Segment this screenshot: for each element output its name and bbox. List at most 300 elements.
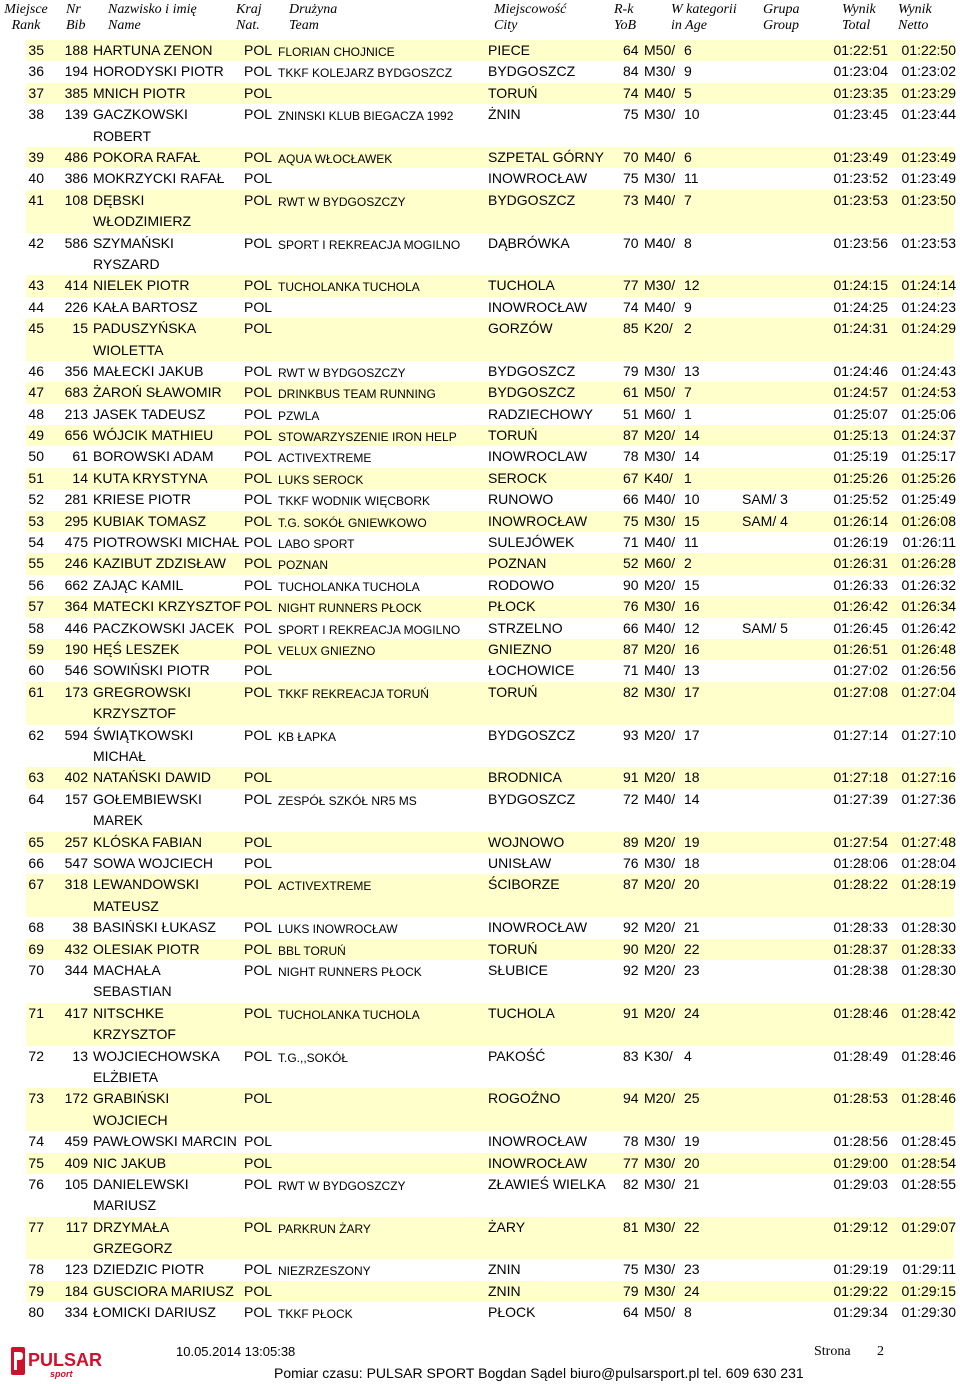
table-row [26,1003,954,1046]
pulsar-logo [10,1344,110,1380]
table-row [26,832,954,853]
group-cell: SAM/ 4 [742,512,788,529]
category-place-cell: 23 [684,961,700,978]
city-cell: INOWROCŁAW [488,512,588,529]
category-place-cell: 22 [684,940,700,957]
city-cell: ŻNIN [488,106,521,123]
print-datetime: 10.05.2014 13:05:38 [176,1344,296,1359]
total-time-cell: 01:29:34 [833,1304,888,1321]
city-cell: PŁOCK [488,598,536,615]
netto-time-cell: 01:28:45 [901,1133,956,1150]
netto-time-cell: 01:23:53 [901,234,956,251]
category-cell: M30/ [644,1261,676,1278]
netto-time-cell: 01:28:30 [901,961,956,978]
category-place-cell: 20 [684,1154,700,1171]
bib-cell: 14 [72,469,88,486]
rank-cell: 66 [28,854,44,871]
rank-cell: 68 [28,919,44,936]
nat-cell: POL [244,1133,273,1150]
yob-cell: 87 [623,876,639,893]
bib-cell: 446 [64,619,88,636]
table-row [26,40,954,61]
rank-cell: 76 [28,1175,44,1192]
netto-time-cell: 01:28:33 [901,940,956,957]
table-row [26,104,954,147]
header-nat: Kraj Nat. [236,2,262,33]
name-cell: KUBIAK TOMASZ [93,512,207,529]
yob-cell: 87 [623,427,639,444]
category-cell: M20/ [644,769,676,786]
total-time-cell: 01:25:52 [833,491,888,508]
total-time-cell: 01:25:19 [833,448,888,465]
category-place-cell: 13 [684,362,700,379]
name-cell: GRABIŃSKI WOJCIECH [93,1090,170,1128]
team-cell: RWT W BYDGOSZCZY [278,1178,406,1193]
total-time-cell: 01:27:14 [833,726,888,743]
bib-cell: 486 [64,148,88,165]
city-cell: SEROCK [488,469,548,486]
category-place-cell: 16 [684,641,700,657]
name-cell: KAŁA BARTOSZ [93,298,198,315]
name-cell: KRIESE PIOTR [93,491,192,508]
team-cell: T.G.,,SOKÓŁ [278,1050,349,1065]
team-cell: LABO SPORT [278,537,355,552]
team-cell: TKKF REKREACJA TORUŃ [278,686,429,701]
netto-time-cell: 01:26:34 [901,598,956,615]
yob-cell: 83 [623,1047,639,1064]
yob-cell: 82 [623,1175,639,1192]
name-cell: MATECKI KRZYSZTOF [93,598,242,615]
name-cell: DANIELEWSKI MARIUSZ [93,1175,189,1214]
rank-cell: 61 [28,683,44,700]
rank-cell: 80 [28,1304,44,1321]
bib-cell: 594 [64,726,88,743]
total-time-cell: 01:29:22 [833,1282,888,1299]
nat-cell: POL [244,106,273,123]
bib-cell: 15 [72,320,88,337]
team-cell: LUKS SEROCK [278,472,364,487]
category-cell: M40/ [644,191,676,208]
yob-cell: 75 [623,170,639,187]
rank-cell: 78 [28,1261,44,1278]
name-cell: NATAŃSKI DAWID [93,769,211,786]
name-cell: KUTA KRYSTYNA [93,469,208,486]
name-cell: SOWA WOJCIECH [93,854,214,871]
team-cell: SPORT I REKREACJA MOGILNO [278,237,461,252]
bib-cell: 364 [64,598,88,615]
rank-cell: 59 [28,641,44,657]
nat-cell: POL [244,427,273,444]
name-cell: WOJCIECHOWSKA ELŻBIETA [93,1047,220,1085]
bib-cell: 172 [64,1090,88,1107]
name-cell: HĘŚ LESZEK [93,641,180,657]
bib-cell: 194 [64,63,88,80]
yob-cell: 85 [623,320,639,337]
header-team: Drużyna Team [289,2,338,33]
nat-cell: POL [244,1090,273,1107]
table-header [0,0,960,38]
yob-cell: 66 [623,491,639,508]
bib-cell: 402 [64,769,88,786]
nat-cell: POL [244,769,273,786]
rank-cell: 60 [28,662,44,679]
name-cell: HARTUNA ZENON [93,42,213,58]
total-time-cell: 01:25:26 [833,469,888,486]
city-cell: TUCHOLA [488,1004,555,1021]
header-rank: Miejsce Rank [4,2,48,33]
team-cell: POZNAN [278,558,329,573]
netto-time-cell: 01:28:55 [901,1175,956,1192]
netto-time-cell: 01:24:53 [901,384,956,401]
city-cell: INOWROCŁAW [488,1154,588,1171]
nat-cell: POL [244,726,273,743]
netto-time-cell: 01:23:49 [901,148,956,165]
city-cell: ŁOCHOWICE [488,662,575,679]
group-cell: SAM/ 5 [742,619,788,636]
team-cell: KB ŁAPKA [278,729,337,744]
category-cell: M30/ [644,362,676,379]
yob-cell: 78 [623,1133,639,1150]
name-cell: GREGROWSKI KRZYSZTOF [93,683,192,722]
city-cell: RUNOWO [488,491,554,508]
name-cell: NIC JAKUB [93,1154,167,1171]
city-cell: PIECE [488,42,531,58]
yob-cell: 79 [623,1282,639,1299]
svg-text:sport: sport [50,1369,73,1379]
table-row [26,596,954,617]
svg-text:PULSAR: PULSAR [28,1350,103,1370]
rank-cell: 62 [28,726,44,743]
table-row [26,489,954,510]
nat-cell: POL [244,170,273,187]
category-place-cell: 24 [684,1282,700,1299]
header-group: Grupa Group [763,2,800,33]
nat-cell: POL [244,148,273,165]
rank-cell: 75 [28,1154,44,1171]
category-cell: M20/ [644,1004,676,1021]
bib-cell: 546 [64,662,88,679]
total-time-cell: 01:26:33 [833,576,888,593]
category-place-cell: 9 [684,298,692,315]
netto-time-cell: 01:29:07 [901,1218,956,1235]
yob-cell: 90 [623,940,639,957]
city-cell: ŻARY [488,1218,526,1235]
team-cell: AQUA WŁOCŁAWEK [278,151,393,166]
yob-cell: 73 [623,191,639,208]
table-row [26,853,954,874]
nat-cell: POL [244,320,273,337]
netto-time-cell: 01:26:48 [901,641,956,657]
table-row [26,553,954,574]
category-place-cell: 18 [684,769,700,786]
nat-cell: POL [244,961,273,978]
team-cell: ZESPÓŁ SZKÓŁ NR5 MS [278,793,417,808]
bib-cell: 173 [64,683,88,700]
bib-cell: 61 [72,448,88,465]
category-place-cell: 14 [684,427,700,444]
page-footer [0,1340,960,1384]
total-time-cell: 01:24:31 [833,320,888,337]
name-cell: NIELEK PIOTR [93,277,190,294]
category-place-cell: 10 [684,491,700,508]
category-place-cell: 7 [684,384,692,401]
category-cell: M20/ [644,833,676,850]
nat-cell: POL [244,555,273,572]
netto-time-cell: 01:24:37 [901,427,956,444]
name-cell: PACZKOWSKI JACEK [93,619,235,636]
rank-cell: 47 [28,384,44,401]
nat-cell: POL [244,1282,273,1299]
total-time-cell: 01:23:52 [833,170,888,187]
category-place-cell: 15 [684,576,700,593]
header-category: W kategorii in Age [671,2,737,33]
yob-cell: 79 [623,362,639,379]
rank-cell: 65 [28,833,44,850]
nat-cell: POL [244,683,273,700]
yob-cell: 74 [623,84,639,101]
category-cell: K20/ [644,320,673,337]
team-cell: PARKRUN ŻARY [278,1221,371,1236]
category-cell: M40/ [644,491,676,508]
category-place-cell: 16 [684,598,700,615]
table-row [26,789,954,832]
category-place-cell: 7 [684,191,692,208]
header-total: Wynik Total [842,2,876,33]
category-place-cell: 19 [684,833,700,850]
nat-cell: POL [244,1304,273,1321]
category-cell: M40/ [644,790,676,807]
yob-cell: 91 [623,769,639,786]
city-cell: BYDGOSZCZ [488,63,576,80]
category-cell: M20/ [644,919,676,936]
category-cell: M30/ [644,1133,676,1150]
yob-cell: 64 [623,1304,639,1321]
table-row [26,725,954,768]
total-time-cell: 01:28:38 [833,961,888,978]
table-row [26,233,954,276]
yob-cell: 51 [623,405,639,422]
city-cell: WOJNOWO [488,833,565,850]
category-place-cell: 11 [684,534,699,551]
name-cell: MOKRZYCKI RAFAŁ [93,170,225,187]
results-table [26,40,954,1324]
rank-cell: 52 [28,491,44,508]
header-yob: R-k YoB [614,2,637,33]
table-row [26,382,954,403]
netto-time-cell: 01:22:50 [901,42,956,58]
category-cell: M30/ [644,63,676,80]
team-cell: RWT W BYDGOSZCZY [278,194,406,209]
yob-cell: 77 [623,1154,639,1171]
yob-cell: 52 [623,555,639,572]
name-cell: ŚWIĄTKOWSKI MICHAŁ [93,726,194,764]
team-cell: T.G. SOKÓŁ GNIEWKOWO [278,515,427,530]
total-time-cell: 01:28:33 [833,919,888,936]
table-row [26,147,954,168]
table-row [26,1259,954,1280]
team-cell: RWT W BYDGOSZCZY [278,365,406,380]
netto-time-cell: 01:25:06 [901,405,956,422]
nat-cell: POL [244,876,273,893]
name-cell: OLESIAK PIOTR [93,940,200,957]
netto-time-cell: 01:24:43 [901,362,956,379]
name-cell: MAŁECKI JAKUB [93,362,204,379]
table-row [26,361,954,382]
yob-cell: 76 [623,598,639,615]
name-cell: MACHAŁA SEBASTIAN [93,961,172,1000]
team-cell: LUKS INOWROCŁAW [278,922,398,937]
total-time-cell: 01:26:19 [833,534,888,551]
category-place-cell: 2 [684,320,692,337]
netto-time-cell: 01:29:15 [901,1282,956,1299]
rank-cell: 67 [28,876,44,893]
city-cell: SULEJÓWEK [488,534,575,551]
rank-cell: 58 [28,619,44,636]
category-cell: M20/ [644,1090,676,1107]
bib-cell: 108 [64,191,88,208]
total-time-cell: 01:27:02 [833,662,888,679]
yob-cell: 71 [623,534,639,551]
rank-cell: 38 [28,106,44,123]
rank-cell: 37 [28,84,44,101]
total-time-cell: 01:23:53 [833,191,888,208]
category-cell: M40/ [644,148,676,165]
category-place-cell: 5 [684,84,692,101]
city-cell: BYDGOSZCZ [488,191,576,208]
rank-cell: 57 [28,598,44,615]
netto-time-cell: 01:24:29 [901,320,956,337]
team-cell: TKKF WODNIK WIĘCBORK [278,494,431,509]
total-time-cell: 01:28:53 [833,1090,888,1107]
netto-time-cell: 01:26:42 [901,619,956,636]
city-cell: BYDGOSZCZ [488,384,576,401]
category-place-cell: 24 [684,1004,700,1021]
table-row [26,318,954,361]
netto-time-cell: 01:23:02 [901,63,956,80]
nat-cell: POL [244,619,273,636]
category-cell: M30/ [644,1218,676,1235]
netto-time-cell: 01:25:49 [901,491,956,508]
total-time-cell: 01:29:00 [833,1154,888,1171]
city-cell: SŁUBICE [488,961,548,978]
total-time-cell: 01:24:46 [833,362,888,379]
table-row [26,874,954,917]
city-cell: BYDGOSZCZ [488,790,576,807]
rank-cell: 71 [28,1004,44,1021]
nat-cell: POL [244,598,273,615]
category-place-cell: 21 [684,1175,700,1192]
team-cell: ZNINSKI KLUB BIEGACZA 1992 [278,109,454,124]
total-time-cell: 01:26:31 [833,555,888,572]
name-cell: GOŁEMBIEWSKI MAREK [93,790,202,829]
bib-cell: 184 [64,1282,88,1299]
total-time-cell: 01:28:06 [833,854,888,871]
category-cell: M30/ [644,1282,676,1299]
bib-cell: 414 [64,277,88,294]
city-cell: ROGOŹNO [488,1090,561,1107]
rank-cell: 54 [28,534,44,551]
yob-cell: 72 [623,790,639,807]
bib-cell: 409 [64,1154,88,1171]
netto-time-cell: 01:28:42 [901,1004,956,1021]
category-place-cell: 6 [684,148,692,165]
table-row [26,83,954,104]
bib-cell: 105 [64,1175,88,1192]
bib-cell: 123 [64,1261,88,1278]
rank-cell: 72 [28,1047,44,1064]
header-name: Nazwisko i imię Name [108,2,197,33]
total-time-cell: 01:24:57 [833,384,888,401]
total-time-cell: 01:25:07 [833,405,888,422]
category-cell: M50/ [644,42,676,58]
city-cell: GNIEZNO [488,641,552,657]
netto-time-cell: 01:28:19 [901,876,956,893]
yob-cell: 82 [623,683,639,700]
team-cell: TUCHOLANKA TUCHOLA [278,579,420,594]
nat-cell: POL [244,362,273,379]
name-cell: DRZYMAŁA GRZEGORZ [93,1218,173,1257]
table-row [26,1046,954,1089]
table-row [26,61,954,82]
netto-time-cell: 01:28:04 [901,854,956,871]
bib-cell: 139 [64,106,88,123]
yob-cell: 75 [623,1261,639,1278]
yob-cell: 70 [623,148,639,165]
category-cell: M40/ [644,534,676,551]
total-time-cell: 01:27:08 [833,683,888,700]
city-cell: UNISŁAW [488,854,552,871]
category-place-cell: 4 [684,1047,692,1064]
rank-cell: 64 [28,790,44,807]
category-cell: M50/ [644,1304,676,1321]
nat-cell: POL [244,448,273,465]
header-city: Miejscowość City [494,2,567,33]
nat-cell: POL [244,662,273,679]
netto-time-cell: 01:27:36 [901,790,956,807]
netto-time-cell: 01:29:11 [902,1261,956,1278]
team-cell: TUCHOLANKA TUCHOLA [278,280,420,295]
bib-cell: 190 [64,641,88,657]
nat-cell: POL [244,84,273,101]
yob-cell: 94 [623,1090,639,1107]
category-place-cell: 19 [684,1133,700,1150]
rank-cell: 69 [28,940,44,957]
city-cell: INOWROCŁAW [488,170,588,187]
category-place-cell: 14 [684,790,700,807]
team-cell: STOWARZYSZENIE IRON HELP [278,430,457,445]
city-cell: ZNIN [488,1261,521,1278]
category-place-cell: 2 [684,555,692,572]
rank-cell: 48 [28,405,44,422]
bib-cell: 656 [64,427,88,444]
category-place-cell: 10 [684,106,700,123]
netto-time-cell: 01:23:44 [901,106,956,123]
table-row [26,468,954,489]
header-netto: Wynik Netto [898,2,932,33]
city-cell: DĄBRÓWKA [488,234,570,251]
bib-cell: 213 [64,405,88,422]
total-time-cell: 01:25:13 [833,427,888,444]
nat-cell: POL [244,1004,273,1021]
netto-time-cell: 01:26:11 [902,534,956,551]
total-time-cell: 01:29:12 [833,1218,888,1235]
name-cell: GUSCIORA MARIUSZ [93,1282,234,1299]
nat-cell: POL [244,1175,273,1192]
category-place-cell: 1 [684,405,692,422]
category-cell: M20/ [644,940,676,957]
table-row [26,575,954,596]
table-row [26,1281,954,1302]
